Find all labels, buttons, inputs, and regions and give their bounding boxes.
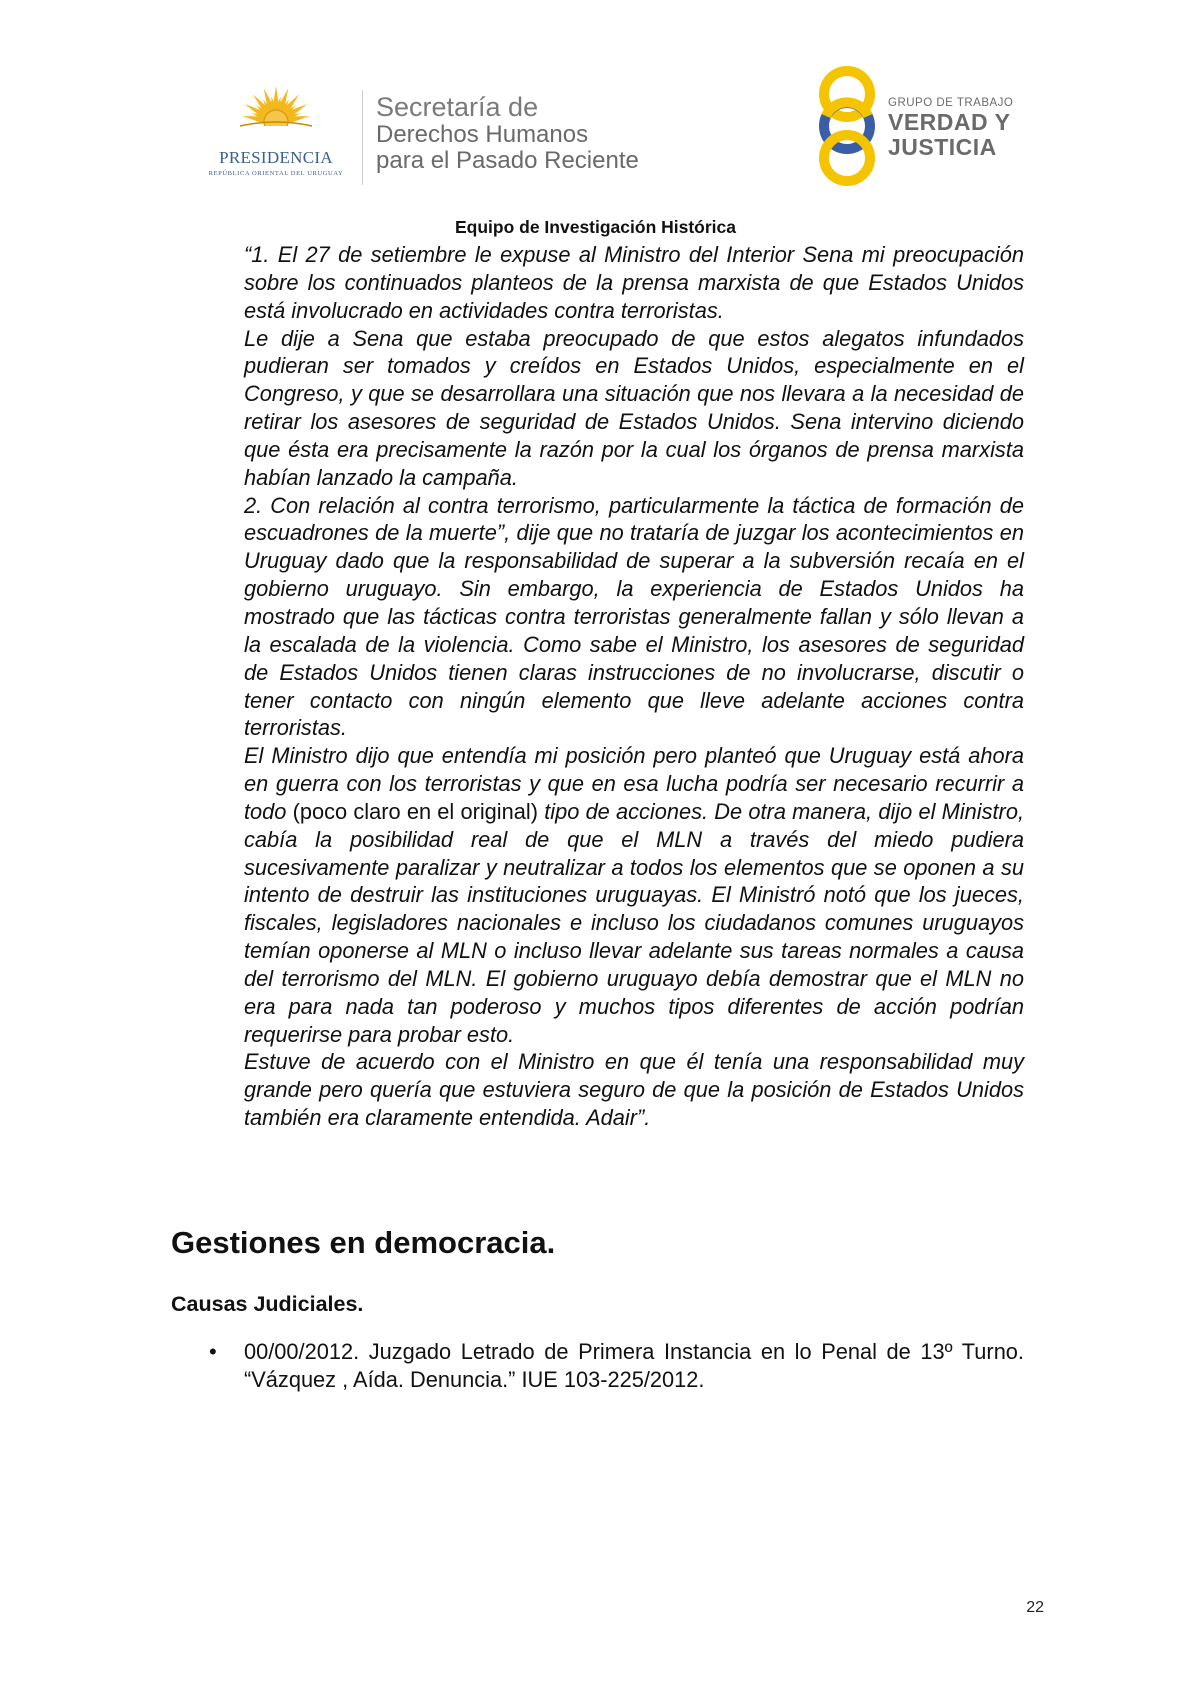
- sun-emblem-icon: [196, 84, 356, 154]
- grupo-line-1: GRUPO DE TRABAJO: [888, 97, 1014, 109]
- list-item: [171, 1338, 1024, 1398]
- grupo-logo-text: [888, 96, 1013, 160]
- secretaria-logo-text: [376, 92, 706, 174]
- document-subtitle: Equipo de Investigación Histórica: [454, 217, 737, 237]
- secretaria-line-3: para el Pasado Reciente: [376, 147, 639, 174]
- editorial-note: (poco claro en el original): [292, 798, 538, 824]
- quote-paragraph: Le dije a Sena que estaba preocupado de que estos alegatos infundados pudieran ser tomados y creídos en Estados Unidos, especialmente en el Congreso, y que se desarrollara una situación que nos llevara a la necesidad de retirar los asesores de seguridad de Estados Unidos. Sena intervino diciendo que ésta era precisamente la razón por la cual los órganos de prensa marxista habían lanzado la campaña.: [244, 325, 1024, 490]
- header-divider: [362, 90, 363, 185]
- bullet-icon: •: [209, 1339, 217, 1364]
- grupo-line-3: JUSTICIA: [888, 134, 997, 160]
- quote-paragraph: “1. El 27 de setiembre le expuse al Ministro del Interior Sena mi preocupación sobre los continuados planteos de la prensa marxista de que Estados Unidos está involucrado en actividades contra terroristas.: [244, 242, 1024, 323]
- presidencia-label: PRESIDENCIA: [219, 148, 333, 167]
- quote-paragraph: Estuve de acuerdo con el Ministro en que él tenía una responsabilidad muy grande pero quería que estuviera seguro de que la posición de Estados Unidos también era claramente entendida. Adair”.: [244, 1049, 1024, 1131]
- presidencia-logo: [196, 84, 356, 184]
- secretaria-line-2: Derechos Humanos: [376, 121, 589, 148]
- quoted-cable-text: [244, 241, 1024, 1132]
- quote-text: tipo de acciones. De otra manera, dijo el Ministro, cabía la posibilidad real de que el MLN a través del miedo pudiera sucesivamente paralizar y neutralizar a todos los elementos que se oponen a su intento de destruir las instituciones uruguayas. El Ministró notó que los jueces, fiscales, legisladores nacionales e incluso los ciudadanos comunes uruguayos temían oponerse al MLN o incluso llevar adelante sus tareas normales a causa del terrorismo del MLN. El gobierno uruguayo debía demostrar que el MLN no era para nada tan poderoso y muchos tipos diferentes de acción podrían requerirse para probar esto.: [244, 798, 1024, 1047]
- quote-text: El Ministro dijo que entendía mi posición pero planteó que Uruguay está ahora en guerra con los terroristas y que en esa lucha podría ser necesario recurrir a todo: [244, 743, 1024, 824]
- linked-rings-icon: [812, 64, 882, 189]
- grupo-line-2: VERDAD Y: [888, 109, 1011, 135]
- page-header: [0, 0, 1191, 215]
- subsection-heading: Causas Judiciales.: [171, 1292, 364, 1316]
- secretaria-line-1: Secretaría de: [376, 92, 539, 122]
- quote-paragraph: [244, 742, 1024, 1048]
- list-item-text: 00/00/2012. Juzgado Letrado de Primera Instancia en lo Penal de 13º Turno. “Vázquez , Aída. Denuncia.” IUE 103-225/2012.: [244, 1339, 1024, 1392]
- section-heading: Gestiones en democracia.: [171, 1225, 556, 1260]
- quote-paragraph: 2. Con relación al contra terrorismo, particularmente la táctica de formación de escuadrones de la muerte”, dije que no trataría de juzgar los acontecimientos en Uruguay dado que la responsabilidad de superar a la subversión recaía en el gobierno uruguayo. Sin embargo, la experiencia de Estados Unidos ha mostrado que las tácticas contra terroristas generalmente fallan y sólo llevan a la escalada de la violencia. Como sabe el Ministro, los asesores de seguridad de Estados Unidos tienen claras instrucciones de no involucrarse, discutir o tener contacto con ningún elemento que lleve adelante acciones contra terroristas.: [244, 492, 1024, 741]
- page-number: 22: [1026, 1599, 1044, 1616]
- presidencia-sublabel: REPÚBLICA ORIENTAL DEL URUGUAY: [208, 170, 344, 177]
